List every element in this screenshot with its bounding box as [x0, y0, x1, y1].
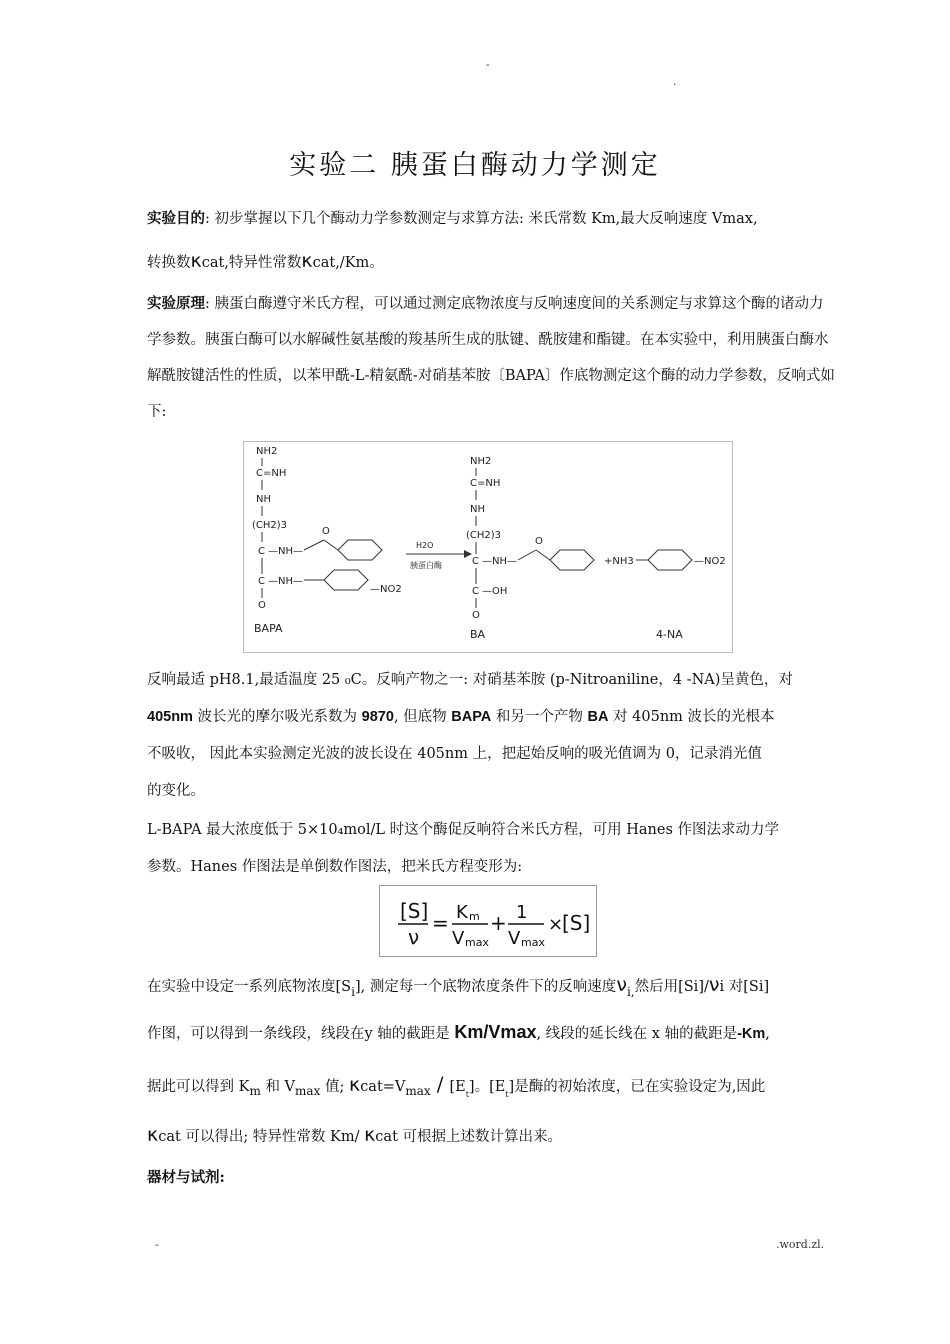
- nu-symbol: ν: [616, 974, 627, 996]
- principle-paragraph: [147, 286, 837, 430]
- kappa-symbol: κ: [147, 1124, 159, 1146]
- eq-plus: +: [490, 911, 507, 935]
- ba-nh2: NH2: [470, 456, 492, 467]
- para5-line-4: [147, 1124, 837, 1146]
- reagent-h2o: H2O: [416, 541, 434, 550]
- label-4na: 4-NA: [656, 628, 683, 641]
- footer-dash: -: [155, 1238, 159, 1251]
- ba-c-carbonyl: C: [472, 586, 479, 597]
- para5-line-2: [147, 1022, 837, 1043]
- purpose-text-2a: 转换数: [147, 255, 191, 271]
- eq-s-numerator: [S]: [400, 899, 429, 923]
- slash: /: [436, 1072, 444, 1096]
- kappa-symbol: κ: [190, 250, 202, 272]
- reaction-arrow-icon: [464, 550, 472, 558]
- subscript-max: max: [295, 1084, 321, 1098]
- text-seg: 然后用[Si]/: [634, 979, 709, 995]
- bapa-c-nh: C=NH: [256, 468, 287, 479]
- text-seg: cat 可根据上述数计算出来。: [375, 1129, 562, 1145]
- eq-vmax-sub: max: [465, 936, 489, 949]
- text-neg-km: -Km: [737, 1026, 766, 1042]
- bapa-anilide-nh: —NH—: [268, 576, 303, 587]
- text-9870: 9870: [361, 709, 394, 725]
- equation-svg: [380, 886, 596, 956]
- eq-v-denominator: ν: [408, 925, 420, 949]
- bapa-amide-nh: —NH—: [268, 546, 303, 557]
- reaction-figure: [243, 441, 733, 653]
- kappa-symbol: κ: [301, 250, 313, 272]
- text-ba: BA: [587, 709, 609, 725]
- text-seg: cat 可以得出; 特异性常数 Km/: [158, 1129, 365, 1145]
- eq-k: K: [456, 902, 468, 923]
- bapa-ch2: (CH2)3: [252, 520, 288, 531]
- para4-line-2: 参数。Hanes 作图法是单倒数作图法，把米氏方程变形为:: [147, 859, 523, 875]
- subscript-max: max: [405, 1084, 431, 1098]
- na-nh3: +NH3: [604, 556, 634, 567]
- eq-times: ×: [548, 914, 564, 935]
- para5-line-1: [147, 974, 837, 999]
- header-dot: .: [673, 75, 677, 88]
- benzoyl-o: O: [322, 526, 330, 537]
- para3-line-2: [147, 705, 837, 726]
- text-seg: cat=V: [360, 1079, 406, 1095]
- ba-nh: NH: [470, 504, 485, 515]
- purpose-text: : 初步掌握以下几个酶动力学参数测定与求算方法: 米氏常数 Km,最大反响速度 Vmax,: [205, 211, 758, 227]
- ba-o: O: [472, 610, 480, 621]
- bapa-o: O: [258, 600, 266, 611]
- text-seg: 值;: [320, 1079, 349, 1095]
- para5-line-3: [147, 1072, 837, 1099]
- ba-amide-nh: —NH—: [482, 556, 517, 567]
- hanes-equation: [379, 885, 597, 957]
- bapa-no2: —NO2: [370, 584, 402, 595]
- text-seg: 据此可以得到 K: [147, 1079, 250, 1095]
- text-seg: ], 测定每一个底物浓度条件下的反响速度: [354, 979, 617, 995]
- text-seg: ]是酶的初始浓度，已在实验设定为,因此: [508, 1079, 766, 1095]
- materials-heading: 器材与试剂:: [147, 1169, 225, 1186]
- ba-benzoyl-o: O: [535, 536, 543, 547]
- bapa-nh: NH: [256, 494, 271, 505]
- bapa-c-alpha: C: [258, 546, 265, 557]
- eq-vmax: V: [452, 928, 465, 949]
- benzene-ring-icon: [338, 540, 382, 560]
- purpose-text-2c: cat,/Km。: [312, 255, 384, 271]
- purpose-line-1: [147, 207, 837, 228]
- para4-line-1: L-BAPA 最大浓度低于 5×10₄mol/L 时这个酶促反响符合米氏方程，可用 Hanes 作图法求动力学: [147, 822, 780, 838]
- eq-equals: =: [432, 911, 449, 935]
- para3-line-3: 不吸收， 因此本实验测定光波的波长设在 405nm 上，把起始反响的吸光值调为 0，记录消光值: [147, 746, 762, 762]
- purpose-label: 实验目的: [147, 210, 205, 227]
- page-title: 实验二 胰蛋白酶动力学测定: [289, 150, 661, 181]
- footer-source: .word.zl.: [776, 1238, 825, 1251]
- subscript-i: i,: [626, 985, 635, 999]
- kappa-symbol: κ: [348, 1074, 361, 1096]
- text-seg: i 对[Si]: [719, 979, 770, 995]
- text-seg: 作图，可以得到一条线段，线段在y 轴的截距是: [147, 1026, 455, 1042]
- ba-c-nh: C=NH: [470, 478, 501, 489]
- bapa-c-carbonyl: C: [258, 576, 265, 587]
- na-no2: —NO2: [694, 556, 726, 567]
- eq-one: 1: [516, 902, 528, 923]
- text-km-vmax: Km/Vmax: [454, 1022, 537, 1042]
- reaction-diagram: [244, 442, 732, 652]
- benzene-ring-icon: [648, 550, 692, 570]
- kappa-symbol: κ: [364, 1124, 376, 1146]
- text-seg: 波长光的摩尔吸光系数为: [192, 709, 362, 725]
- ba-oh: —OH: [482, 586, 508, 597]
- text-bapa: BAPA: [451, 709, 492, 725]
- principle-label: 实验原理: [147, 295, 205, 312]
- subscript-m: m: [249, 1084, 261, 1098]
- para3-line-4: 的变化。: [147, 783, 205, 799]
- text-seg: , 但底物: [393, 709, 452, 725]
- purpose-text-2b: cat,特异性常数: [201, 255, 302, 271]
- para3-line-1: 反响最适 pH8.1,最适温度 25 ₀C。反响产物之一: 对硝基苯胺 (p-Nitroaniline，4 -NA)呈黄色，对: [147, 672, 793, 688]
- eq-k-sub: m: [469, 910, 480, 923]
- header-dash: -: [486, 58, 490, 71]
- text-seg: 和 V: [260, 1079, 296, 1095]
- nu-symbol: ν: [708, 974, 720, 996]
- benzene-ring-icon: [550, 550, 594, 570]
- eq-vmax-sub-2: max: [521, 936, 545, 949]
- label-ba: BA: [470, 628, 486, 641]
- reagent-enzyme: 胰蛋白酶: [410, 561, 442, 570]
- text-seg: ,: [765, 1026, 770, 1042]
- text-seg: [E: [449, 1079, 466, 1095]
- bapa-nh2: NH2: [256, 446, 278, 457]
- text-seg: , 线段的延长线在 x 轴的截距是: [536, 1026, 738, 1042]
- text-seg: ]。[E: [468, 1079, 506, 1095]
- benzene-ring-icon: [324, 570, 368, 590]
- text-seg: 和另一个产物: [491, 709, 588, 725]
- eq-s: [S]: [562, 911, 591, 935]
- text-seg: 在实验中设定一系列底物浓度[S: [147, 979, 352, 995]
- ba-c-alpha: C: [472, 556, 479, 567]
- subscript-i: i: [351, 985, 355, 999]
- text-seg: 对 405nm 波长的光根本: [608, 709, 775, 725]
- subscript-t: t: [465, 1090, 469, 1099]
- text-405nm: 405nm: [147, 709, 193, 725]
- principle-text: : 胰蛋白酶遵守米氏方程，可以通过测定底物浓度与反响速度间的关系测定与求算这个酶的诸动力学参数。胰蛋白酶可以水解碱性氨基酸的羧基所生成的肽键、酰胺建和酯键。在本实验中，利用胰蛋白酶水解酰胺键活性的性质，以苯甲酰-L-精氨酰-对硝基苯胺〔BAPA〕作底物测定这个酶的动力学参数，反响式如下:: [147, 296, 835, 420]
- label-bapa: BAPA: [254, 622, 283, 635]
- ba-ch2: (CH2)3: [466, 530, 502, 541]
- purpose-line-2: [147, 250, 837, 272]
- eq-vmax-2: V: [508, 928, 521, 949]
- subscript-t: t: [505, 1090, 509, 1099]
